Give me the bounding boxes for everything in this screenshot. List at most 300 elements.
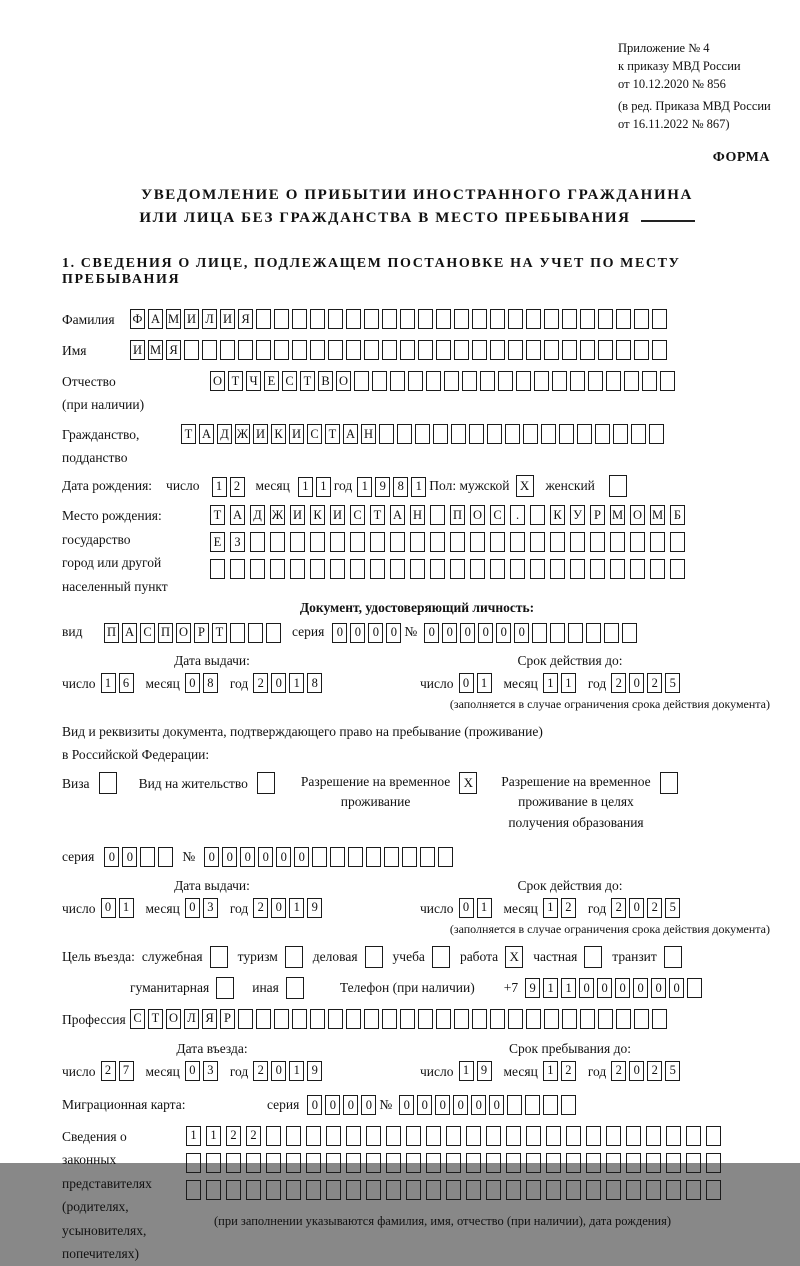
char-cell[interactable]	[666, 1180, 681, 1200]
char-cell[interactable]	[530, 559, 545, 579]
char-cell[interactable]	[486, 1180, 501, 1200]
purpose-transit-checkbox[interactable]	[664, 946, 682, 968]
char-cell[interactable]	[248, 623, 263, 643]
char-cell[interactable]	[626, 1126, 641, 1146]
char-cell[interactable]	[306, 1126, 321, 1146]
sex-male-checkbox[interactable]: X	[516, 475, 534, 497]
char-cell[interactable]	[366, 1180, 381, 1200]
char-cell[interactable]: Д	[250, 505, 265, 525]
char-cell[interactable]	[238, 1009, 253, 1029]
char-cell[interactable]	[546, 1180, 561, 1200]
char-cell[interactable]	[646, 1126, 661, 1146]
char-cell[interactable]: Т	[148, 1009, 163, 1029]
char-cell[interactable]: Я	[166, 340, 181, 360]
char-cell[interactable]: 0	[442, 623, 457, 643]
char-cell[interactable]: 2	[253, 898, 268, 918]
char-cell[interactable]: 0	[651, 978, 666, 998]
char-cell[interactable]: А	[148, 309, 163, 329]
char-cell[interactable]	[546, 1126, 561, 1146]
char-cell[interactable]	[292, 309, 307, 329]
char-cell[interactable]: Ч	[246, 371, 261, 391]
char-cell[interactable]	[466, 1126, 481, 1146]
char-cell[interactable]	[505, 424, 520, 444]
char-cell[interactable]: 0	[240, 847, 255, 867]
char-cell[interactable]: С	[350, 505, 365, 525]
char-cell[interactable]	[606, 1180, 621, 1200]
char-cell[interactable]: 1	[543, 978, 558, 998]
char-cell[interactable]	[508, 309, 523, 329]
char-cell[interactable]: 0	[597, 978, 612, 998]
char-cell[interactable]: 0	[101, 898, 116, 918]
char-cell[interactable]	[616, 1009, 631, 1029]
char-cell[interactable]: З	[230, 532, 245, 552]
char-cell[interactable]	[686, 1153, 701, 1173]
char-cell[interactable]: 2	[647, 898, 662, 918]
char-cell[interactable]: О	[630, 505, 645, 525]
char-cell[interactable]	[466, 1153, 481, 1173]
char-cell[interactable]	[507, 1095, 522, 1115]
char-cell[interactable]	[246, 1180, 261, 1200]
char-cell[interactable]	[446, 1153, 461, 1173]
char-cell[interactable]	[306, 1153, 321, 1173]
char-cell[interactable]	[586, 623, 601, 643]
char-cell[interactable]: 2	[611, 898, 626, 918]
char-cell[interactable]	[274, 340, 289, 360]
char-cell[interactable]	[364, 340, 379, 360]
char-cell[interactable]	[526, 309, 541, 329]
char-cell[interactable]: 1	[477, 898, 492, 918]
char-cell[interactable]	[570, 532, 585, 552]
char-cell[interactable]: Я	[238, 309, 253, 329]
char-cell[interactable]	[472, 340, 487, 360]
char-cell[interactable]	[346, 309, 361, 329]
purpose-humanitarian-checkbox[interactable]	[216, 977, 234, 999]
char-cell[interactable]: 0	[185, 673, 200, 693]
char-cell[interactable]	[490, 559, 505, 579]
char-cell[interactable]	[256, 1009, 271, 1029]
char-cell[interactable]	[706, 1126, 721, 1146]
char-cell[interactable]: К	[271, 424, 286, 444]
char-cell[interactable]: Т	[181, 424, 196, 444]
char-cell[interactable]: 5	[665, 1061, 680, 1081]
char-cell[interactable]: 1	[543, 898, 558, 918]
char-cell[interactable]: 1	[298, 477, 313, 497]
char-cell[interactable]	[510, 559, 525, 579]
char-cell[interactable]	[650, 532, 665, 552]
char-cell[interactable]: И	[330, 505, 345, 525]
char-cell[interactable]	[256, 309, 271, 329]
char-cell[interactable]: Л	[184, 1009, 199, 1029]
char-cell[interactable]: 0	[514, 623, 529, 643]
char-cell[interactable]: 0	[325, 1095, 340, 1115]
char-cell[interactable]	[238, 340, 253, 360]
char-cell[interactable]: П	[158, 623, 173, 643]
char-cell[interactable]	[580, 340, 595, 360]
char-cell[interactable]: 1	[101, 673, 116, 693]
char-cell[interactable]: Т	[370, 505, 385, 525]
char-cell[interactable]	[526, 1153, 541, 1173]
char-cell[interactable]	[590, 559, 605, 579]
char-cell[interactable]: А	[343, 424, 358, 444]
char-cell[interactable]	[206, 1180, 221, 1200]
char-cell[interactable]	[613, 424, 628, 444]
char-cell[interactable]: Ж	[235, 424, 250, 444]
char-cell[interactable]: 9	[525, 978, 540, 998]
char-cell[interactable]	[544, 1009, 559, 1029]
char-cell[interactable]	[186, 1180, 201, 1200]
char-cell[interactable]	[292, 1009, 307, 1029]
char-cell[interactable]	[630, 559, 645, 579]
char-cell[interactable]: 0	[399, 1095, 414, 1115]
char-cell[interactable]: М	[148, 340, 163, 360]
char-cell[interactable]	[598, 1009, 613, 1029]
char-cell[interactable]	[246, 1153, 261, 1173]
char-cell[interactable]: 6	[119, 673, 134, 693]
char-cell[interactable]	[595, 424, 610, 444]
char-cell[interactable]	[328, 1009, 343, 1029]
char-cell[interactable]: И	[220, 309, 235, 329]
char-cell[interactable]	[436, 309, 451, 329]
char-cell[interactable]	[652, 1009, 667, 1029]
purpose-official-checkbox[interactable]	[210, 946, 228, 968]
char-cell[interactable]	[646, 1153, 661, 1173]
char-cell[interactable]	[230, 623, 245, 643]
char-cell[interactable]: 5	[665, 673, 680, 693]
char-cell[interactable]: 1	[289, 673, 304, 693]
char-cell[interactable]	[550, 623, 565, 643]
char-cell[interactable]	[186, 1153, 201, 1173]
char-cell[interactable]: 3	[203, 1061, 218, 1081]
char-cell[interactable]	[326, 1180, 341, 1200]
char-cell[interactable]: 2	[611, 673, 626, 693]
char-cell[interactable]: Р	[194, 623, 209, 643]
char-cell[interactable]	[506, 1153, 521, 1173]
char-cell[interactable]: О	[210, 371, 225, 391]
char-cell[interactable]	[292, 340, 307, 360]
char-cell[interactable]	[544, 340, 559, 360]
char-cell[interactable]	[686, 1180, 701, 1200]
char-cell[interactable]	[446, 1126, 461, 1146]
char-cell[interactable]: С	[490, 505, 505, 525]
residence-permit-checkbox[interactable]	[257, 772, 275, 794]
char-cell[interactable]: 0	[185, 1061, 200, 1081]
char-cell[interactable]	[606, 1126, 621, 1146]
char-cell[interactable]	[454, 1009, 469, 1029]
char-cell[interactable]: 0	[460, 623, 475, 643]
char-cell[interactable]: 0	[459, 898, 474, 918]
char-cell[interactable]	[366, 1153, 381, 1173]
char-cell[interactable]	[286, 1180, 301, 1200]
char-cell[interactable]	[642, 371, 657, 391]
char-cell[interactable]: М	[166, 309, 181, 329]
char-cell[interactable]: А	[122, 623, 137, 643]
char-cell[interactable]	[604, 623, 619, 643]
char-cell[interactable]: Т	[210, 505, 225, 525]
char-cell[interactable]: 1	[561, 978, 576, 998]
char-cell[interactable]	[266, 1180, 281, 1200]
char-cell[interactable]	[598, 340, 613, 360]
sex-female-checkbox[interactable]	[609, 475, 627, 497]
char-cell[interactable]: 0	[368, 623, 383, 643]
char-cell[interactable]	[386, 1180, 401, 1200]
char-cell[interactable]: 1	[561, 673, 576, 693]
char-cell[interactable]	[370, 532, 385, 552]
char-cell[interactable]: 1	[186, 1126, 201, 1146]
char-cell[interactable]: О	[166, 1009, 181, 1029]
char-cell[interactable]	[226, 1180, 241, 1200]
char-cell[interactable]: С	[130, 1009, 145, 1029]
char-cell[interactable]	[508, 340, 523, 360]
char-cell[interactable]	[487, 424, 502, 444]
char-cell[interactable]: 0	[386, 623, 401, 643]
char-cell[interactable]	[526, 1126, 541, 1146]
char-cell[interactable]	[418, 1009, 433, 1029]
char-cell[interactable]	[462, 371, 477, 391]
char-cell[interactable]	[426, 1180, 441, 1200]
char-cell[interactable]	[652, 340, 667, 360]
char-cell[interactable]: П	[450, 505, 465, 525]
char-cell[interactable]	[666, 1153, 681, 1173]
char-cell[interactable]	[426, 371, 441, 391]
char-cell[interactable]	[410, 532, 425, 552]
char-cell[interactable]: И	[253, 424, 268, 444]
char-cell[interactable]: С	[282, 371, 297, 391]
char-cell[interactable]: М	[650, 505, 665, 525]
char-cell[interactable]: 0	[496, 623, 511, 643]
char-cell[interactable]: 0	[361, 1095, 376, 1115]
char-cell[interactable]	[406, 1126, 421, 1146]
char-cell[interactable]: Ж	[270, 505, 285, 525]
char-cell[interactable]	[372, 371, 387, 391]
char-cell[interactable]	[590, 532, 605, 552]
char-cell[interactable]: 0	[417, 1095, 432, 1115]
char-cell[interactable]	[616, 309, 631, 329]
char-cell[interactable]: А	[390, 505, 405, 525]
char-cell[interactable]	[570, 559, 585, 579]
char-cell[interactable]	[290, 532, 305, 552]
char-cell[interactable]: 8	[203, 673, 218, 693]
char-cell[interactable]	[184, 340, 199, 360]
char-cell[interactable]: 2	[246, 1126, 261, 1146]
char-cell[interactable]: 8	[393, 477, 408, 497]
char-cell[interactable]: 0	[489, 1095, 504, 1115]
char-cell[interactable]	[436, 1009, 451, 1029]
char-cell[interactable]	[525, 1095, 540, 1115]
char-cell[interactable]	[686, 1126, 701, 1146]
char-cell[interactable]	[350, 532, 365, 552]
char-cell[interactable]	[410, 559, 425, 579]
char-cell[interactable]	[348, 847, 363, 867]
purpose-tourism-checkbox[interactable]	[285, 946, 303, 968]
char-cell[interactable]	[610, 559, 625, 579]
char-cell[interactable]	[406, 1153, 421, 1173]
char-cell[interactable]	[306, 1180, 321, 1200]
char-cell[interactable]: С	[307, 424, 322, 444]
char-cell[interactable]: И	[130, 340, 145, 360]
char-cell[interactable]: 2	[101, 1061, 116, 1081]
char-cell[interactable]	[570, 371, 585, 391]
char-cell[interactable]: Т	[212, 623, 227, 643]
char-cell[interactable]	[706, 1153, 721, 1173]
char-cell[interactable]: О	[336, 371, 351, 391]
char-cell[interactable]: 0	[258, 847, 273, 867]
char-cell[interactable]	[490, 1009, 505, 1029]
char-cell[interactable]	[466, 1180, 481, 1200]
char-cell[interactable]	[490, 532, 505, 552]
char-cell[interactable]	[386, 1126, 401, 1146]
char-cell[interactable]	[444, 371, 459, 391]
purpose-business-checkbox[interactable]	[365, 946, 383, 968]
char-cell[interactable]	[328, 309, 343, 329]
char-cell[interactable]: 0	[222, 847, 237, 867]
char-cell[interactable]	[202, 340, 217, 360]
purpose-work-checkbox[interactable]: X	[505, 946, 523, 968]
char-cell[interactable]	[706, 1180, 721, 1200]
char-cell[interactable]	[406, 1180, 421, 1200]
char-cell[interactable]	[274, 1009, 289, 1029]
char-cell[interactable]	[270, 559, 285, 579]
char-cell[interactable]	[326, 1126, 341, 1146]
char-cell[interactable]: 1	[477, 673, 492, 693]
char-cell[interactable]: П	[104, 623, 119, 643]
char-cell[interactable]: И	[289, 424, 304, 444]
char-cell[interactable]	[660, 371, 675, 391]
char-cell[interactable]	[346, 1009, 361, 1029]
char-cell[interactable]	[606, 371, 621, 391]
char-cell[interactable]	[210, 559, 225, 579]
char-cell[interactable]	[266, 623, 281, 643]
char-cell[interactable]	[346, 1153, 361, 1173]
char-cell[interactable]: 2	[611, 1061, 626, 1081]
char-cell[interactable]	[266, 1153, 281, 1173]
char-cell[interactable]	[379, 424, 394, 444]
char-cell[interactable]: 0	[669, 978, 684, 998]
char-cell[interactable]: 1	[357, 477, 372, 497]
char-cell[interactable]	[454, 340, 469, 360]
char-cell[interactable]: Т	[228, 371, 243, 391]
char-cell[interactable]: 0	[294, 847, 309, 867]
char-cell[interactable]	[430, 559, 445, 579]
char-cell[interactable]: И	[290, 505, 305, 525]
char-cell[interactable]	[472, 309, 487, 329]
char-cell[interactable]	[433, 424, 448, 444]
char-cell[interactable]: 0	[332, 623, 347, 643]
char-cell[interactable]	[526, 1009, 541, 1029]
char-cell[interactable]	[562, 340, 577, 360]
char-cell[interactable]: Е	[210, 532, 225, 552]
char-cell[interactable]	[366, 847, 381, 867]
char-cell[interactable]	[226, 1153, 241, 1173]
char-cell[interactable]	[274, 309, 289, 329]
char-cell[interactable]	[541, 424, 556, 444]
char-cell[interactable]: 0	[307, 1095, 322, 1115]
purpose-private-checkbox[interactable]	[584, 946, 602, 968]
char-cell[interactable]: 3	[203, 898, 218, 918]
temp-residence-education-checkbox[interactable]	[660, 772, 678, 794]
char-cell[interactable]	[472, 1009, 487, 1029]
char-cell[interactable]: 2	[253, 1061, 268, 1081]
char-cell[interactable]	[415, 424, 430, 444]
char-cell[interactable]: 1	[289, 898, 304, 918]
char-cell[interactable]	[286, 1153, 301, 1173]
char-cell[interactable]: 0	[276, 847, 291, 867]
char-cell[interactable]	[384, 847, 399, 867]
char-cell[interactable]: Д	[217, 424, 232, 444]
char-cell[interactable]: 1	[543, 673, 558, 693]
char-cell[interactable]	[310, 559, 325, 579]
char-cell[interactable]	[402, 847, 417, 867]
char-cell[interactable]: 1	[289, 1061, 304, 1081]
char-cell[interactable]: 0	[350, 623, 365, 643]
char-cell[interactable]: 0	[122, 847, 137, 867]
char-cell[interactable]: 0	[629, 898, 644, 918]
char-cell[interactable]	[354, 371, 369, 391]
char-cell[interactable]	[346, 1126, 361, 1146]
char-cell[interactable]	[498, 371, 513, 391]
char-cell[interactable]	[330, 847, 345, 867]
char-cell[interactable]: .	[510, 505, 525, 525]
char-cell[interactable]	[350, 559, 365, 579]
char-cell[interactable]	[508, 1009, 523, 1029]
char-cell[interactable]: 1	[206, 1126, 221, 1146]
char-cell[interactable]	[532, 623, 547, 643]
char-cell[interactable]	[418, 309, 433, 329]
char-cell[interactable]	[598, 309, 613, 329]
char-cell[interactable]	[561, 1095, 576, 1115]
char-cell[interactable]: Е	[264, 371, 279, 391]
char-cell[interactable]	[382, 340, 397, 360]
char-cell[interactable]: Т	[300, 371, 315, 391]
char-cell[interactable]	[386, 1153, 401, 1173]
char-cell[interactable]	[516, 371, 531, 391]
char-cell[interactable]: К	[550, 505, 565, 525]
char-cell[interactable]	[634, 340, 649, 360]
char-cell[interactable]	[650, 559, 665, 579]
char-cell[interactable]	[588, 371, 603, 391]
char-cell[interactable]	[470, 532, 485, 552]
char-cell[interactable]	[370, 559, 385, 579]
char-cell[interactable]	[346, 1180, 361, 1200]
char-cell[interactable]: 2	[230, 477, 245, 497]
char-cell[interactable]	[580, 1009, 595, 1029]
char-cell[interactable]: 2	[561, 898, 576, 918]
char-cell[interactable]	[622, 623, 637, 643]
char-cell[interactable]: 1	[212, 477, 227, 497]
char-cell[interactable]	[256, 340, 271, 360]
char-cell[interactable]	[586, 1153, 601, 1173]
char-cell[interactable]: 0	[629, 1061, 644, 1081]
char-cell[interactable]: А	[199, 424, 214, 444]
char-cell[interactable]	[610, 532, 625, 552]
char-cell[interactable]	[566, 1180, 581, 1200]
char-cell[interactable]: 9	[477, 1061, 492, 1081]
char-cell[interactable]: 2	[647, 1061, 662, 1081]
char-cell[interactable]: 1	[119, 898, 134, 918]
char-cell[interactable]	[670, 559, 685, 579]
char-cell[interactable]	[451, 424, 466, 444]
char-cell[interactable]	[634, 1009, 649, 1029]
char-cell[interactable]	[526, 1180, 541, 1200]
char-cell[interactable]: 0	[579, 978, 594, 998]
char-cell[interactable]	[586, 1180, 601, 1200]
char-cell[interactable]	[430, 532, 445, 552]
char-cell[interactable]	[310, 1009, 325, 1029]
char-cell[interactable]: 0	[435, 1095, 450, 1115]
char-cell[interactable]: 9	[375, 477, 390, 497]
char-cell[interactable]: 8	[307, 673, 322, 693]
char-cell[interactable]	[390, 559, 405, 579]
char-cell[interactable]	[490, 309, 505, 329]
